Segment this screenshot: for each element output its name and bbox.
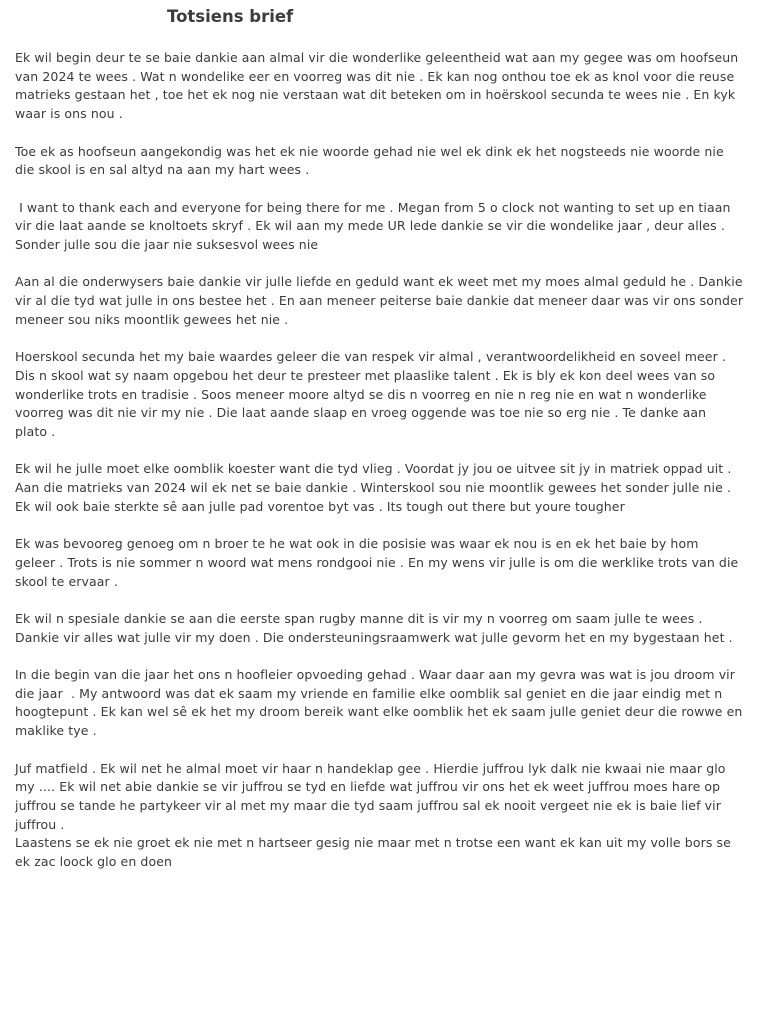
text-line: van 2024 te wees . Wat n wondelike eer en voorreg was dit nie . Ek kan nog onthou toe ek as knol voor die reuse [15, 68, 735, 84]
text-line: juffrou se tande he partykeer vir al met my maar die tyd saam juffrou sal ek nooit vergeet nie ek is baie lief vir [15, 797, 721, 813]
text-line: vir die laat aande se knoltoets skryf . Ek wil aan my mede UR lede dankie se vir die wondelike jaar , deur alles . [15, 218, 725, 234]
paragraph-gap [15, 647, 755, 666]
paragraph [15, 760, 755, 872]
paragraph [15, 143, 755, 180]
text-line: ek zac loock glo en doen [15, 854, 173, 870]
text-line: die jaar . My antwoord was dat ek saam my vriende en familie elke oomblik sal geniet en die jaar eindig met n [15, 685, 723, 701]
text-line: Ek wil he julle moet elke oomblik koester want die tyd vlieg . Voordat jy jou oe uitvee sit jy in matriek oppad uit . [15, 461, 732, 477]
text-line: Toe ek as hoofseun aangekondig was het ek nie woorde gehad nie wel ek dink ek het nogsteeds nie woorde nie [15, 143, 724, 159]
paragraph-gap [15, 180, 755, 199]
paragraph [15, 49, 755, 124]
text-line: geleer . Trots is nie sommer n woord wat mens rondgooi nie . En my wens vir julle is om die werklike trots van die [15, 554, 739, 570]
text-line: matrieks gestaan het , toe het ek nog nie verstaan wat dit beteken om in hoërskool secunda te wees nie . En kyk [15, 87, 736, 103]
text-line: wonderlike trots en tradisie . Soos meneer moore altyd se dis n voorreg en nie n reg nie en wat n wonderlike [15, 386, 707, 402]
text-line: Hoerskool secunda het my baie waardes geleer die van respek vir almal , verantwoordelikheid en soveel meer . [15, 349, 726, 365]
text-line: my .... Ek wil net abie dankie se vir juffrou se tyd en liefde wat juffrou vir ons het ek weet juffrou moes hare op [15, 779, 721, 795]
paragraph-gap [15, 330, 755, 349]
text-line: Sonder julle sou die jaar nie suksesvol wees nie [15, 237, 319, 252]
paragraph [15, 610, 755, 647]
text-line: waar is ons nou . [15, 106, 123, 122]
document-title: Totsiens brief [167, 7, 294, 26]
text-line: die skool is en sal altyd na aan my hart wees . [15, 162, 310, 178]
paragraph [15, 535, 755, 591]
text-line: meneer sou niks moontlik gewees het nie . [15, 311, 289, 327]
text-line: Aan die matrieks van 2024 wil ek net se baie dankie . Winterskool sou nie moontlik gewees het sonder julle nie . [15, 480, 732, 496]
letter-body [15, 49, 755, 872]
text-line: Aan al die onderwysers baie dankie vir julle liefde en geduld want ek weet met my moes almal geduld he . Dankie [15, 274, 743, 290]
paragraph [15, 273, 755, 329]
paragraph-gap [15, 255, 755, 274]
paragraph [15, 199, 755, 255]
text-line: Juf matfield . Ek wil net he almal moet vir haar n handeklap gee . Hierdie juffrou lyk dalk nie kwaai nie maar glo [15, 760, 726, 776]
paragraph [15, 666, 755, 741]
text-line: hoogtepunt . Ek kan wel sê ek het my droom bereik want elke oomblik het ek saam julle geniet deur die rowwe en [15, 704, 743, 720]
text-line: Ek wil n spesiale dankie se aan die eerste span rugby manne dit is vir my n voorreg om saam julle te wees . [15, 610, 703, 626]
paragraph [15, 460, 755, 516]
paragraph-gap [15, 442, 755, 461]
text-line: I want to thank each and everyone for being there for me . Megan from 5 o clock not wanting to set up en tiaan [15, 199, 731, 215]
text-line: voorreg was dit nie vir my nie . Die laat aande slaap en vroeg oggende was toe nie so erg nie . Te danke aan [15, 405, 707, 421]
paragraph-gap [15, 591, 755, 610]
text-line: vir al die tyd wat julle in ons bestee het . En aan meneer peiterse baie dankie dat meneer daar was vir ons sonder [15, 293, 744, 309]
text-line: plato . [15, 424, 56, 439]
text-line: juffrou . [15, 816, 65, 832]
text-line: Ek wil ook baie sterkte sê aan julle pad vorentoe byt vas . Its tough out there but youre tougher [15, 498, 625, 514]
paragraph-gap [15, 741, 755, 760]
paragraph [15, 348, 755, 442]
text-line: maklike tye . [15, 723, 97, 739]
paragraph-gap [15, 517, 755, 536]
text-line: skool te ervaar . [15, 573, 118, 589]
text-line: Ek wil begin deur te se baie dankie aan almal vir die wonderlike geleentheid wat aan my gegee was om hoofseun [15, 50, 739, 65]
text-line: Dis n skool wat sy naam opgebou het deur te presteer met plaaslike talent . Ek is bly ek kon deel wees van so [15, 367, 716, 383]
paragraph-gap [15, 124, 755, 143]
text-line: Laastens se ek nie groet ek nie met n hartseer gesig nie maar met n trotse een want ek kan uit my volle bors se [15, 835, 731, 851]
text-line: Dankie vir alles wat julle vir my doen . Die ondersteuningsraamwerk wat julle gevorm het en my bygestaan het . [15, 629, 733, 645]
text-line: In die begin van die jaar het ons n hoofleier opvoeding gehad . Waar daar aan my gevra was wat is jou droom vir [15, 667, 735, 683]
text-line: Ek was bevooreg genoeg om n broer te he wat ook in die posisie was waar ek nou is en ek het baie by hom [15, 536, 699, 552]
